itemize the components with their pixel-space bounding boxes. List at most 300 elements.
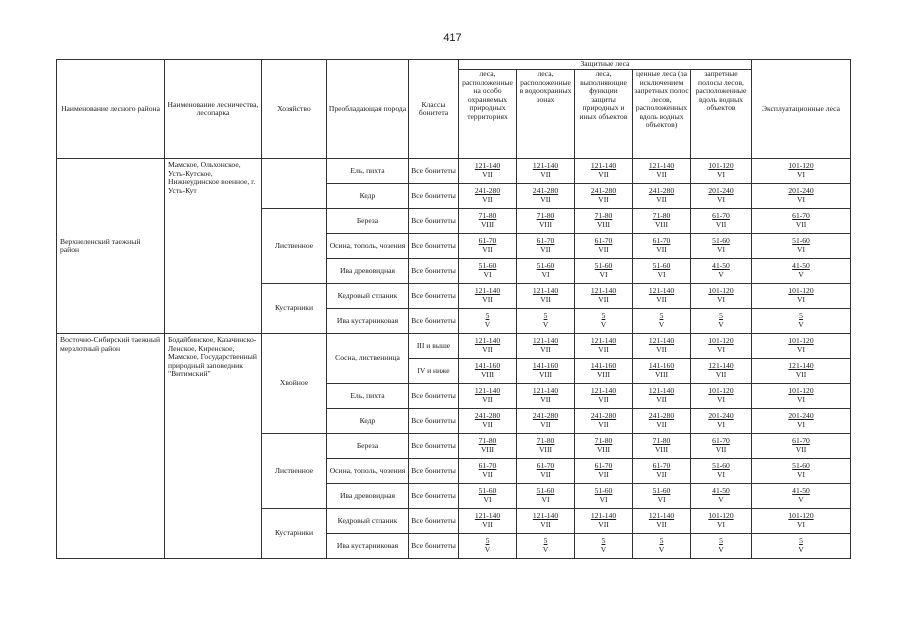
header-protective-sub: леса, расположенные в водоохранных зонах bbox=[517, 70, 575, 159]
value-class: VIII bbox=[654, 220, 669, 229]
value-cell bbox=[575, 434, 633, 459]
value-class: V bbox=[718, 270, 724, 279]
value-cell bbox=[459, 334, 517, 359]
bonitet-cell: Все бонитеты bbox=[409, 534, 459, 559]
value-class: VII bbox=[795, 220, 807, 229]
value-cell bbox=[691, 384, 752, 409]
value-range: 121-140 bbox=[590, 386, 617, 396]
value-cell bbox=[633, 384, 691, 409]
species-cell: Ива древовидная bbox=[327, 484, 409, 509]
value-cell bbox=[459, 309, 517, 334]
bonitet-cell: Все бонитеты bbox=[409, 384, 459, 409]
bonitet-cell: Все бонитеты bbox=[409, 234, 459, 259]
value-class: VII bbox=[482, 395, 493, 404]
value-range: 51-60 bbox=[478, 486, 497, 496]
header-bonitet: Классы бонитета bbox=[409, 60, 459, 159]
value-class: VI bbox=[796, 395, 805, 404]
value-class: VII bbox=[598, 345, 609, 354]
value-class: VII bbox=[598, 470, 609, 479]
value-range: 5 bbox=[799, 536, 803, 546]
value-cell bbox=[691, 434, 752, 459]
value-range: 121-140 bbox=[648, 386, 675, 396]
value-range: 61-70 bbox=[478, 461, 497, 471]
value-range: 41-50 bbox=[792, 261, 810, 271]
value-class: VI bbox=[716, 470, 725, 479]
value-range: 71-80 bbox=[478, 211, 497, 221]
value-cell bbox=[575, 484, 633, 509]
value-cell bbox=[459, 359, 517, 384]
value-class: VII bbox=[540, 345, 551, 354]
bonitet-cell: Все бонитеты bbox=[409, 184, 459, 209]
value-class: VII bbox=[598, 395, 609, 404]
value-cell bbox=[752, 234, 851, 259]
value-class: VI bbox=[796, 195, 805, 204]
species-cell: Ель, пихта bbox=[327, 159, 409, 184]
value-cell bbox=[752, 259, 851, 284]
value-range: 5 bbox=[485, 311, 490, 321]
value-class: VII bbox=[540, 295, 551, 304]
value-range: 5 bbox=[543, 311, 548, 321]
header-protective-sub: ценные леса (за исключением запретных полос лесов, расположенных вдоль водных объектов) bbox=[633, 70, 691, 159]
value-range: 61-70 bbox=[536, 236, 555, 246]
value-class: VII bbox=[482, 420, 493, 429]
header-protective-sub: леса, расположенные на особо охраняемых природных территориях bbox=[459, 70, 517, 159]
value-cell bbox=[752, 334, 851, 359]
value-range: 51-60 bbox=[652, 261, 671, 271]
value-range: 71-80 bbox=[536, 211, 555, 221]
value-range: 61-70 bbox=[652, 461, 671, 471]
value-cell bbox=[459, 259, 517, 284]
value-cell bbox=[517, 184, 575, 209]
value-cell bbox=[517, 484, 575, 509]
value-class: VII bbox=[656, 195, 667, 204]
value-range: 51-60 bbox=[594, 486, 613, 496]
value-cell bbox=[633, 509, 691, 534]
value-class: VI bbox=[796, 520, 805, 529]
value-range: 5 bbox=[659, 311, 664, 321]
value-cell bbox=[459, 409, 517, 434]
value-range: 71-80 bbox=[652, 211, 671, 221]
value-range: 51-60 bbox=[536, 261, 555, 271]
value-cell bbox=[459, 509, 517, 534]
value-class: VI bbox=[796, 470, 805, 479]
economy-cell: Кустарники bbox=[262, 509, 327, 559]
value-class: VIII bbox=[538, 220, 553, 229]
value-class: VII bbox=[656, 395, 667, 404]
value-range: 121-140 bbox=[532, 386, 559, 396]
value-cell bbox=[575, 159, 633, 184]
value-class: VII bbox=[540, 520, 551, 529]
region-cell: Восточно-Сибирский таежный мерзлотный район bbox=[57, 334, 165, 559]
value-range: 121-140 bbox=[788, 361, 814, 371]
value-class: V bbox=[718, 545, 724, 554]
bonitet-cell: Все бонитеты bbox=[409, 284, 459, 309]
bonitet-cell: Все бонитеты bbox=[409, 259, 459, 284]
value-range: 141-160 bbox=[648, 361, 675, 371]
value-cell bbox=[633, 284, 691, 309]
value-class: VI bbox=[796, 245, 805, 254]
value-class: VIII bbox=[480, 370, 495, 379]
value-range: 121-140 bbox=[474, 336, 501, 346]
species-cell: Кедр bbox=[327, 184, 409, 209]
value-range: 61-70 bbox=[478, 236, 497, 246]
value-cell bbox=[752, 184, 851, 209]
value-range: 121-140 bbox=[708, 361, 734, 371]
value-cell bbox=[517, 309, 575, 334]
value-cell bbox=[575, 234, 633, 259]
value-class: VII bbox=[598, 295, 609, 304]
value-cell bbox=[575, 409, 633, 434]
value-class: VII bbox=[482, 195, 493, 204]
value-range: 121-140 bbox=[474, 511, 501, 521]
value-cell bbox=[633, 309, 691, 334]
table-row bbox=[57, 334, 851, 359]
value-range: 61-70 bbox=[652, 236, 671, 246]
value-class: V bbox=[798, 320, 804, 329]
header-exploitation: Эксплуатационные леса bbox=[752, 60, 851, 159]
value-cell bbox=[633, 484, 691, 509]
value-range: 61-70 bbox=[712, 211, 730, 221]
page-number: 417 bbox=[443, 32, 462, 44]
value-class: VIII bbox=[654, 370, 669, 379]
value-cell bbox=[459, 284, 517, 309]
value-class: VII bbox=[795, 445, 807, 454]
value-class: VI bbox=[716, 170, 725, 179]
value-cell bbox=[517, 509, 575, 534]
value-cell bbox=[691, 484, 752, 509]
species-cell: Сосна, лиственница bbox=[327, 334, 409, 384]
value-range: 51-60 bbox=[712, 236, 730, 246]
value-cell bbox=[517, 284, 575, 309]
bonitet-cell: Все бонитеты bbox=[409, 409, 459, 434]
value-range: 241-280 bbox=[590, 186, 617, 196]
value-range: 241-280 bbox=[648, 411, 675, 421]
value-class: VIII bbox=[480, 220, 495, 229]
value-range: 101-120 bbox=[708, 511, 734, 521]
value-cell bbox=[517, 209, 575, 234]
forestry-cell: Бодайбинское, Казачинско-Ленское, Киренское, Мамское, Государственный природный заповедник "Витимский" bbox=[165, 334, 262, 559]
value-cell bbox=[575, 459, 633, 484]
value-cell bbox=[633, 459, 691, 484]
value-cell bbox=[575, 209, 633, 234]
value-class: VII bbox=[598, 420, 609, 429]
value-cell bbox=[752, 284, 851, 309]
value-range: 41-50 bbox=[792, 486, 810, 496]
value-range: 61-70 bbox=[594, 461, 613, 471]
value-class: VIII bbox=[596, 445, 611, 454]
value-range: 101-120 bbox=[708, 336, 734, 346]
value-cell bbox=[691, 459, 752, 484]
value-cell bbox=[517, 459, 575, 484]
table-row bbox=[57, 159, 851, 184]
value-class: V bbox=[658, 545, 665, 554]
value-class: VIII bbox=[654, 445, 669, 454]
value-cell bbox=[691, 334, 752, 359]
value-cell bbox=[459, 159, 517, 184]
value-range: 241-280 bbox=[474, 186, 501, 196]
value-cell bbox=[459, 234, 517, 259]
header-economy: Хозяйство bbox=[262, 60, 327, 159]
value-cell bbox=[633, 209, 691, 234]
value-cell bbox=[459, 384, 517, 409]
value-cell bbox=[575, 509, 633, 534]
bonitet-cell: Все бонитеты bbox=[409, 309, 459, 334]
value-cell bbox=[633, 434, 691, 459]
value-range: 121-140 bbox=[648, 511, 675, 521]
value-range: 5 bbox=[659, 536, 664, 546]
economy-cell: Лиственное bbox=[262, 209, 327, 284]
value-class: V bbox=[600, 545, 607, 554]
value-cell bbox=[517, 259, 575, 284]
value-class: VII bbox=[540, 395, 551, 404]
value-cell bbox=[575, 359, 633, 384]
value-class: VII bbox=[598, 195, 609, 204]
value-class: VII bbox=[656, 295, 667, 304]
species-cell: Береза bbox=[327, 434, 409, 459]
value-class: V bbox=[718, 495, 724, 504]
value-range: 201-240 bbox=[708, 411, 734, 421]
value-range: 101-120 bbox=[788, 286, 814, 296]
value-class: VII bbox=[482, 520, 493, 529]
value-class: VI bbox=[716, 245, 725, 254]
value-cell bbox=[575, 284, 633, 309]
value-cell bbox=[691, 159, 752, 184]
value-class: V bbox=[542, 320, 549, 329]
value-range: 61-70 bbox=[792, 211, 810, 221]
economy-cell bbox=[262, 159, 327, 209]
value-cell bbox=[575, 259, 633, 284]
value-class: VII bbox=[482, 470, 493, 479]
value-cell bbox=[691, 234, 752, 259]
bonitet-cell: Все бонитеты bbox=[409, 509, 459, 534]
value-class: VI bbox=[657, 495, 666, 504]
value-class: VI bbox=[483, 495, 492, 504]
value-range: 201-240 bbox=[788, 411, 814, 421]
value-class: V bbox=[718, 320, 724, 329]
header-protective-sub: леса, выполняющие функции защиты природных и иных объектов bbox=[575, 70, 633, 159]
value-class: VII bbox=[540, 245, 551, 254]
value-cell bbox=[517, 534, 575, 559]
value-class: VII bbox=[598, 245, 609, 254]
value-range: 51-60 bbox=[536, 486, 555, 496]
value-range: 121-140 bbox=[648, 336, 675, 346]
value-range: 121-140 bbox=[590, 336, 617, 346]
value-range: 61-70 bbox=[594, 236, 613, 246]
value-range: 5 bbox=[719, 536, 723, 546]
value-range: 241-280 bbox=[590, 411, 617, 421]
header-protective-sub: запретные полосы лесов, расположенные вдоль водных объектов bbox=[691, 70, 752, 159]
value-cell bbox=[633, 409, 691, 434]
value-cell bbox=[752, 434, 851, 459]
value-cell bbox=[633, 259, 691, 284]
value-range: 101-120 bbox=[708, 161, 734, 171]
value-range: 51-60 bbox=[712, 461, 730, 471]
value-range: 5 bbox=[601, 311, 606, 321]
value-class: VI bbox=[796, 295, 805, 304]
value-cell bbox=[459, 434, 517, 459]
value-cell bbox=[691, 509, 752, 534]
value-class: V bbox=[658, 320, 665, 329]
value-class: VII bbox=[540, 170, 551, 179]
header-protective: Защитные леса bbox=[459, 60, 752, 70]
value-class: VII bbox=[540, 195, 551, 204]
value-cell bbox=[517, 384, 575, 409]
value-cell bbox=[517, 334, 575, 359]
value-range: 5 bbox=[799, 311, 803, 321]
value-cell bbox=[459, 184, 517, 209]
value-range: 101-120 bbox=[788, 386, 814, 396]
bonitet-cell: Все бонитеты bbox=[409, 484, 459, 509]
value-class: V bbox=[798, 270, 804, 279]
value-cell bbox=[752, 484, 851, 509]
value-class: VI bbox=[796, 345, 805, 354]
value-range: 121-140 bbox=[474, 286, 501, 296]
value-class: VII bbox=[656, 470, 667, 479]
value-range: 101-120 bbox=[788, 161, 814, 171]
value-cell bbox=[633, 234, 691, 259]
value-range: 201-240 bbox=[708, 186, 734, 196]
value-range: 71-80 bbox=[536, 436, 555, 446]
value-class: VI bbox=[657, 270, 666, 279]
value-cell bbox=[752, 509, 851, 534]
value-cell bbox=[691, 309, 752, 334]
value-cell bbox=[633, 184, 691, 209]
value-cell bbox=[575, 309, 633, 334]
value-cell bbox=[691, 284, 752, 309]
value-range: 141-160 bbox=[590, 361, 617, 371]
value-range: 121-140 bbox=[648, 161, 675, 171]
value-range: 5 bbox=[601, 536, 606, 546]
value-class: VII bbox=[656, 345, 667, 354]
value-range: 121-140 bbox=[532, 511, 559, 521]
value-cell bbox=[575, 384, 633, 409]
value-class: VI bbox=[796, 420, 805, 429]
value-range: 71-80 bbox=[478, 436, 497, 446]
value-range: 51-60 bbox=[478, 261, 497, 271]
value-cell bbox=[633, 159, 691, 184]
value-cell bbox=[459, 459, 517, 484]
value-cell bbox=[459, 484, 517, 509]
value-range: 121-140 bbox=[590, 511, 617, 521]
value-class: VII bbox=[482, 295, 493, 304]
value-range: 121-140 bbox=[532, 336, 559, 346]
value-range: 61-70 bbox=[712, 436, 730, 446]
bonitet-cell: IV и ниже bbox=[409, 359, 459, 384]
value-class: VIII bbox=[538, 370, 553, 379]
header-region: Наименование лесного района bbox=[57, 60, 165, 159]
value-range: 121-140 bbox=[648, 286, 675, 296]
species-cell: Ива древовидная bbox=[327, 259, 409, 284]
species-cell: Кедровый стланик bbox=[327, 509, 409, 534]
value-class: VI bbox=[716, 195, 725, 204]
value-class: VI bbox=[716, 420, 725, 429]
value-range: 41-50 bbox=[712, 486, 730, 496]
value-range: 121-140 bbox=[474, 161, 501, 171]
value-class: VII bbox=[598, 520, 609, 529]
value-range: 241-280 bbox=[474, 411, 501, 421]
value-cell bbox=[517, 359, 575, 384]
value-range: 71-80 bbox=[594, 211, 613, 221]
value-cell bbox=[633, 534, 691, 559]
value-cell bbox=[691, 359, 752, 384]
value-class: VII bbox=[540, 470, 551, 479]
value-range: 71-80 bbox=[594, 436, 613, 446]
value-cell bbox=[517, 434, 575, 459]
value-range: 5 bbox=[719, 311, 723, 321]
value-cell bbox=[752, 159, 851, 184]
species-cell: Ель, пихта bbox=[327, 384, 409, 409]
value-class: VI bbox=[716, 295, 725, 304]
value-cell bbox=[691, 259, 752, 284]
value-class: VII bbox=[656, 520, 667, 529]
economy-cell: Кустарники bbox=[262, 284, 327, 334]
value-range: 241-280 bbox=[648, 186, 675, 196]
value-class: V bbox=[798, 545, 804, 554]
value-cell bbox=[691, 209, 752, 234]
value-cell bbox=[575, 184, 633, 209]
value-class: VI bbox=[541, 495, 550, 504]
value-class: VII bbox=[482, 245, 493, 254]
bonitet-cell: Все бонитеты bbox=[409, 209, 459, 234]
value-class: VII bbox=[482, 170, 493, 179]
bonitet-cell: Все бонитеты bbox=[409, 434, 459, 459]
value-range: 51-60 bbox=[792, 461, 810, 471]
value-cell bbox=[459, 209, 517, 234]
economy-cell: Хвойное bbox=[262, 334, 327, 434]
value-class: VIII bbox=[596, 220, 611, 229]
value-class: VII bbox=[482, 345, 493, 354]
forest-table bbox=[56, 59, 851, 559]
value-cell bbox=[459, 534, 517, 559]
value-range: 121-140 bbox=[590, 286, 617, 296]
value-range: 101-120 bbox=[708, 286, 734, 296]
value-cell bbox=[752, 534, 851, 559]
value-range: 41-50 bbox=[712, 261, 730, 271]
species-cell: Ива кустарниковая bbox=[327, 534, 409, 559]
value-cell bbox=[752, 359, 851, 384]
species-cell: Осина, тополь, чозения bbox=[327, 459, 409, 484]
economy-cell: Лиственное bbox=[262, 434, 327, 509]
bonitet-cell: Все бонитеты bbox=[409, 459, 459, 484]
value-cell bbox=[575, 534, 633, 559]
value-cell bbox=[517, 234, 575, 259]
value-class: VI bbox=[716, 345, 725, 354]
value-class: VI bbox=[483, 270, 492, 279]
bonitet-cell: Все бонитеты bbox=[409, 159, 459, 184]
value-range: 201-240 bbox=[788, 186, 814, 196]
value-cell bbox=[691, 184, 752, 209]
value-cell bbox=[752, 459, 851, 484]
species-cell: Кедр bbox=[327, 409, 409, 434]
value-class: VIII bbox=[538, 445, 553, 454]
value-range: 121-140 bbox=[590, 161, 617, 171]
value-class: V bbox=[484, 545, 491, 554]
value-range: 121-140 bbox=[532, 286, 559, 296]
value-class: VII bbox=[795, 370, 807, 379]
value-range: 141-160 bbox=[474, 361, 501, 371]
header-forestry: Наименование лесничества, лесопарка bbox=[165, 60, 262, 159]
value-range: 61-70 bbox=[792, 436, 810, 446]
value-class: VI bbox=[541, 270, 550, 279]
value-range: 101-120 bbox=[788, 511, 814, 521]
value-range: 71-80 bbox=[652, 436, 671, 446]
value-cell bbox=[633, 359, 691, 384]
value-range: 121-140 bbox=[474, 386, 501, 396]
value-cell bbox=[633, 334, 691, 359]
value-cell bbox=[752, 384, 851, 409]
value-class: V bbox=[798, 495, 804, 504]
value-class: VI bbox=[796, 170, 805, 179]
